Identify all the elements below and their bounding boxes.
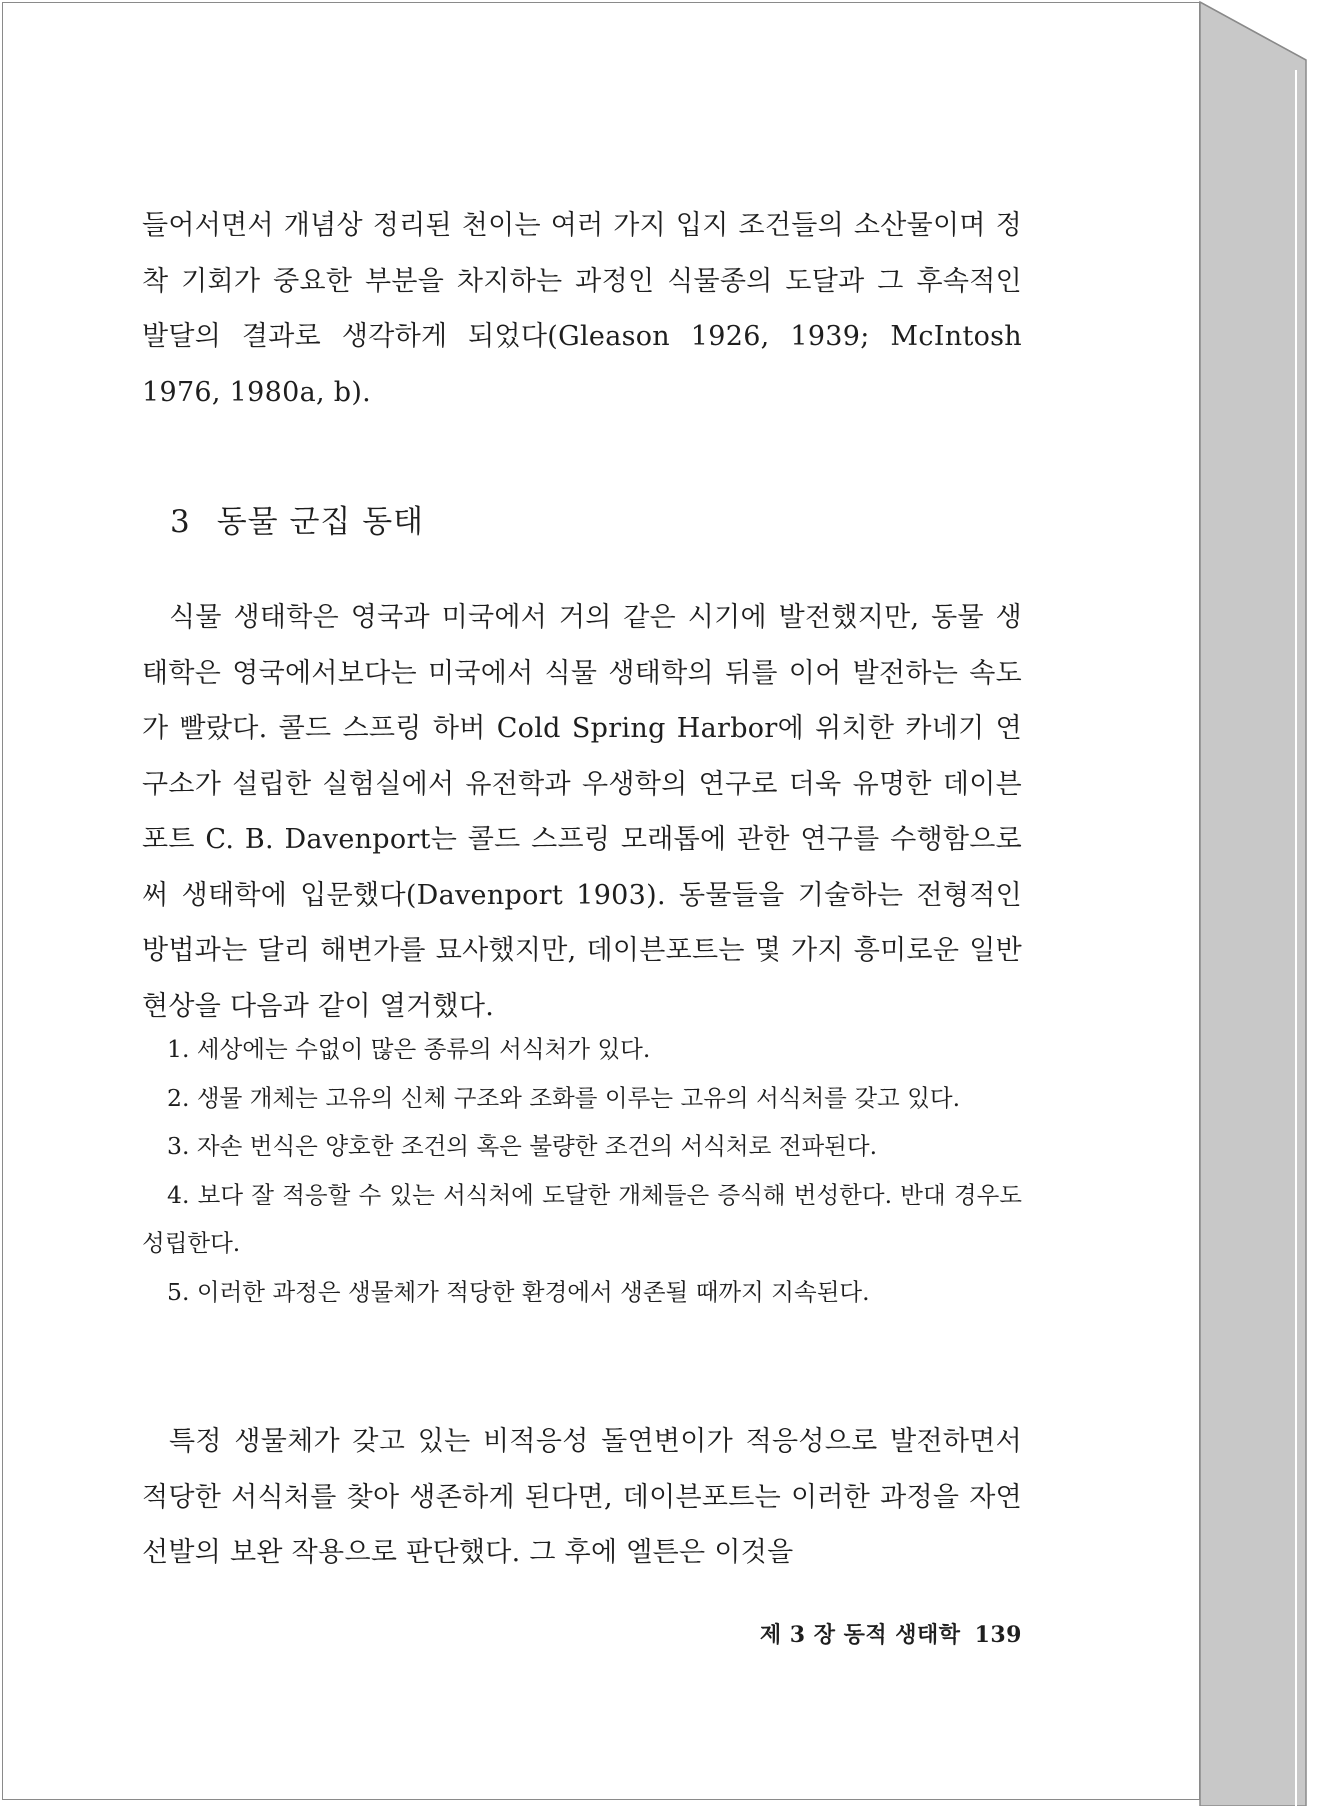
list-item: 2. 생물 개체는 고유의 신체 구조와 조화를 이루는 고유의 서식처를 갖고 있다. [167, 1083, 961, 1112]
section-number: 3 [170, 504, 191, 540]
list-item: 4. 보다 잘 적응할 수 있는 서식처에 도달한 개체들은 증식해 번성한다. 반대 경우도 성립한다. [142, 1180, 1022, 1257]
section-title: 동물 군집 동태 [216, 504, 425, 540]
book-side-face [1200, 2, 1306, 1806]
paragraph-continued: 들어서면서 개념상 정리된 천이는 여러 가지 입지 조건들의 소산물이며 정착 기회가 중요한 부분을 차지하는 과정인 식물종의 도달과 그 후속적인 발달의 결과로 생각하게 되었다(Gleason 1926, 1939; McIntosh 1976, 1980a, b). [142, 210, 1022, 408]
page-footer [760, 1618, 1022, 1649]
paragraph-mutation: 특정 생물체가 갖고 있는 비적응성 돌연변이가 적응성으로 발전하면서 적당한 서식처를 찾아 생존하게 된다면, 데이븐포트는 이러한 과정을 자연 선발의 보완 작용으로 판단했다. 그 후에 엘튼은 이것을 [142, 1426, 1022, 1568]
list-item: 3. 자손 번식은 양호한 조건의 혹은 불량한 조건의 서식처로 전파된다. [167, 1132, 878, 1160]
list-item: 1. 세상에는 수없이 많은 종류의 서식처가 있다. [167, 1035, 651, 1063]
paragraph-animal-ecology: 식물 생태학은 영국과 미국에서 거의 같은 시기에 발전했지만, 동물 생태학은 영국에서보다는 미국에서 식물 생태학의 뒤를 이어 발전하는 속도가 빨랐다. 콜드 스프링 하버 Cold Spring Harbor에 위치한 카네기 연구소가 설립한 실험실에서 유전학과 우생학의 연구로 더욱 유명한 데이븐포트 C. B. Davenport는 콜드 스프링 모래톱에 관한 연구를 수행함으로써 생태학에 입문했다(Davenport 1903). 동물들을 기술하는 전형적인 방법과는 달리 해변가를 묘사했지만, 데이븐포트는 몇 가지 흥미로운 일반 현상을 다음과 같이 열거했다. [142, 602, 1023, 1022]
list-item: 5. 이러한 과정은 생물체가 적당한 환경에서 생존될 때까지 지속된다. [167, 1277, 870, 1306]
chapter-title: 제 3 장 동적 생태학 [759, 1622, 961, 1648]
page-number: 139 [974, 1622, 1022, 1648]
davenport-list [142, 1025, 1022, 1316]
section-heading [170, 496, 424, 541]
